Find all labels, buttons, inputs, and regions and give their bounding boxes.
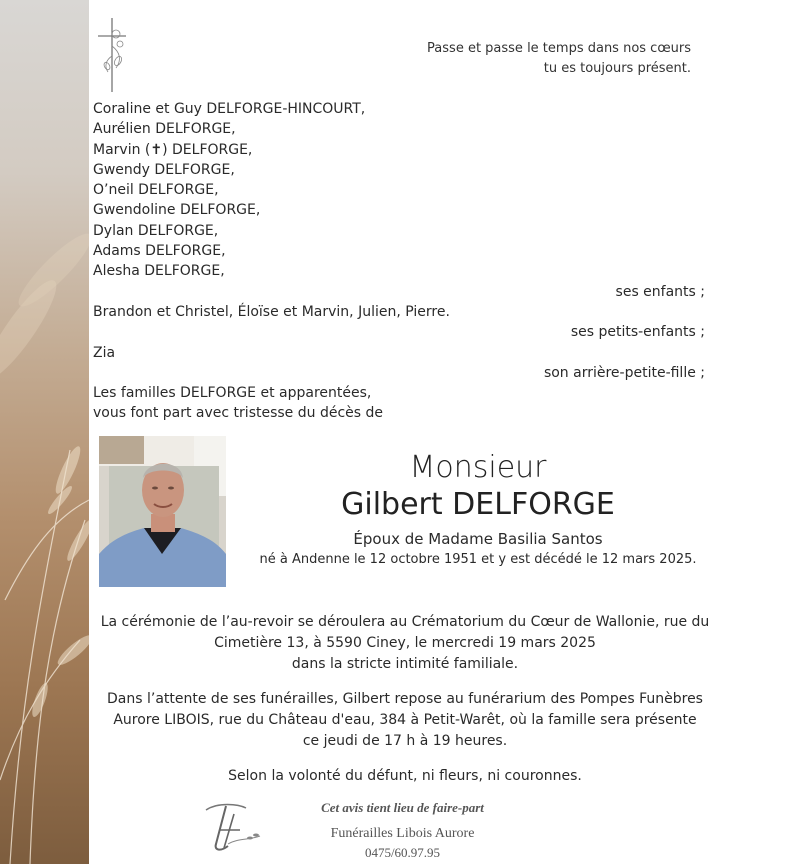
epigraph: [380, 39, 691, 79]
ceremony-paragraph: [95, 612, 715, 675]
family-line: Aurélien DELFORGE,: [93, 121, 236, 138]
family-line: Marvin (✝) DELFORGE,: [93, 141, 253, 158]
visitation-line-3: ce jeudi de 17 h à 19 heures.: [302, 733, 508, 749]
spouse-line: Époux de Madame Basilia Santos: [353, 530, 603, 548]
family-line: Alesha DELFORGE,: [93, 263, 225, 280]
family-line: O’neil DELFORGE,: [93, 182, 219, 199]
great-grandchild-label: son arrière-petite-fille ;: [543, 365, 705, 381]
honorific: Monsieur: [409, 450, 547, 485]
portrait-photo: [99, 436, 226, 587]
visitation-paragraph: [95, 689, 715, 752]
decorative-grass-band: [0, 0, 89, 864]
birth-death-line: né à Andenne le 12 octobre 1951 et y est décédé le 12 mars 2025.: [259, 552, 697, 567]
ceremony-line-3: dans la stricte intimité familiale.: [291, 656, 519, 672]
deceased-name: Gilbert DELFORGE: [341, 487, 615, 522]
notice-text: Cet avis tient lieu de faire-part: [321, 800, 484, 815]
family-line: Dylan DELFORGE,: [93, 222, 219, 239]
visitation-line-1: Dans l’attente de ses funérailles, Gilbert repose au funérarium des Pompes Funèbres: [107, 691, 703, 707]
funeral-home-phone: 0475/60.97.95: [364, 845, 441, 860]
funeral-home-name: Funérailles Libois Aurore: [330, 826, 475, 841]
dried-grass-icon: [0, 0, 89, 864]
cross-icon: [94, 16, 130, 94]
wish-line: Selon la volonté du défunt, ni fleurs, ni couronnes.: [228, 768, 582, 784]
family-line: Adams DELFORGE,: [93, 243, 226, 260]
children-label: ses enfants ;: [615, 284, 705, 300]
children-list: [93, 99, 365, 282]
grandchildren-label: ses petits-enfants ;: [570, 324, 705, 340]
families-line-1: Les familles DELFORGE et apparentées,: [93, 385, 372, 401]
ceremony-line-2: Cimetière 13, à 5590 Ciney, le mercredi 19 mars 2025: [214, 635, 596, 651]
family-line: Gwendoline DELFORGE,: [93, 202, 261, 219]
deceased-block: [240, 450, 716, 570]
epigraph-line-1: Passe et passe le temps dans nos cœurs: [427, 41, 691, 56]
families-line-2: vous font part avec tristesse du décès de: [93, 405, 384, 421]
great-grandchild: Zia: [93, 345, 116, 361]
family-line: Gwendy DELFORGE,: [93, 161, 235, 178]
epigraph-line-2: tu es toujours présent.: [543, 61, 691, 76]
visitation-line-2: Aurore LIBOIS, rue du Château d'eau, 384 à Petit-Warêt, où la famille sera présente: [113, 712, 697, 728]
grandchildren-list: Brandon et Christel, Éloïse et Marvin, Julien, Pierre.: [93, 304, 450, 320]
funeral-home-logo-icon: [198, 800, 268, 858]
family-line: Coraline et Guy DELFORGE-HINCOURT,: [93, 101, 366, 117]
ceremony-line-1: La cérémonie de l’au-revoir se déroulera au Crématorium du Cœur de Wallonie, rue du: [100, 614, 710, 630]
